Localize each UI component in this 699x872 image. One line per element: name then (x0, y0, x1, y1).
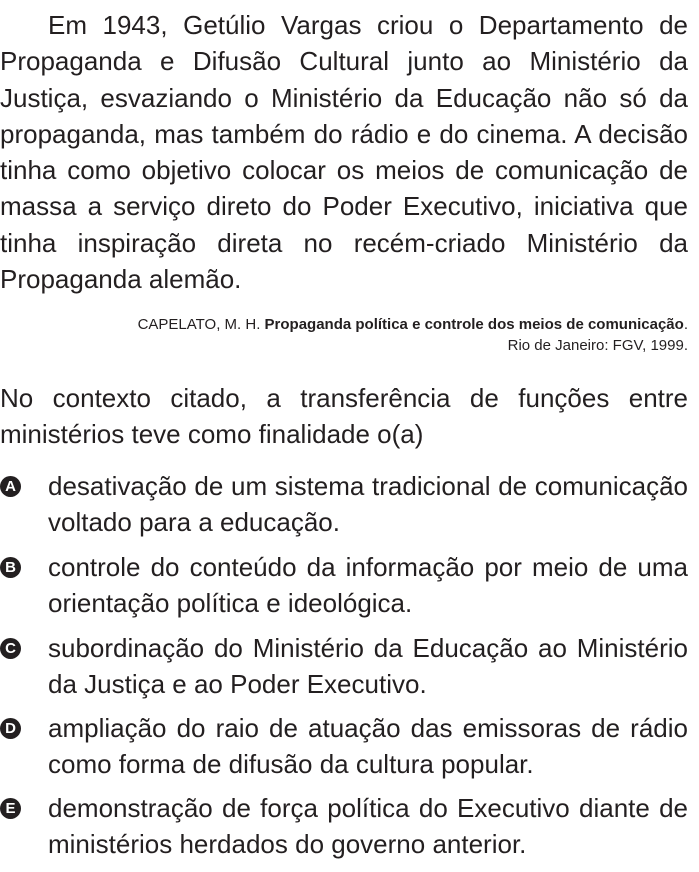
citation-author: CAPELATO, M. H. (137, 316, 265, 333)
option-c[interactable] (0, 630, 688, 703)
citation-title-suffix: . (683, 316, 688, 333)
question-stem: No contexto citado, a transferência de funções entre ministérios teve como finalidade o(a) (0, 383, 688, 450)
citation (0, 314, 688, 356)
option-d-text: ampliação do raio de atuação das emissoras de rádio como forma de difusão da cultura popular. (48, 713, 688, 780)
option-e-text: demonstração de força política do Executivo diante de ministérios herdados do governo anterior. (48, 793, 688, 860)
option-c-letter-icon: C (0, 638, 21, 659)
option-b[interactable] (0, 549, 688, 622)
option-a-letter-icon: A (0, 476, 21, 497)
option-e-letter-icon: E (0, 798, 21, 819)
option-a-text: desativação de um sistema tradicional de comunicação voltado para a educação. (48, 471, 688, 538)
option-e[interactable] (0, 790, 688, 863)
option-c-text: subordinação do Ministério da Educação ao Ministério da Justiça e ao Poder Executivo. (48, 633, 688, 700)
passage-text: Em 1943, Getúlio Vargas criou o Departamento de Propaganda e Difusão Cultural junto ao Ministério da Justiça, esvaziando o Ministério da Educação não só da propaganda, mas também do rádio e do cinema. A decisão tinha como objetivo colocar os meios de comunicação de massa a serviço direto do Poder Executivo, iniciativa que tinha inspiração direta no recém-criado Ministério da Propaganda alemão. (0, 10, 688, 295)
citation-title: Propaganda política e controle dos meios de comunicação (264, 316, 684, 333)
option-d[interactable] (0, 710, 688, 783)
option-a[interactable] (0, 468, 688, 541)
citation-publication: Rio de Janeiro: FGV, 1999. (507, 337, 688, 354)
option-b-text: controle do conteúdo da informação por meio de uma orientação política e ideológica. (48, 552, 688, 619)
option-d-letter-icon: D (0, 718, 21, 739)
option-b-letter-icon: B (0, 557, 21, 578)
